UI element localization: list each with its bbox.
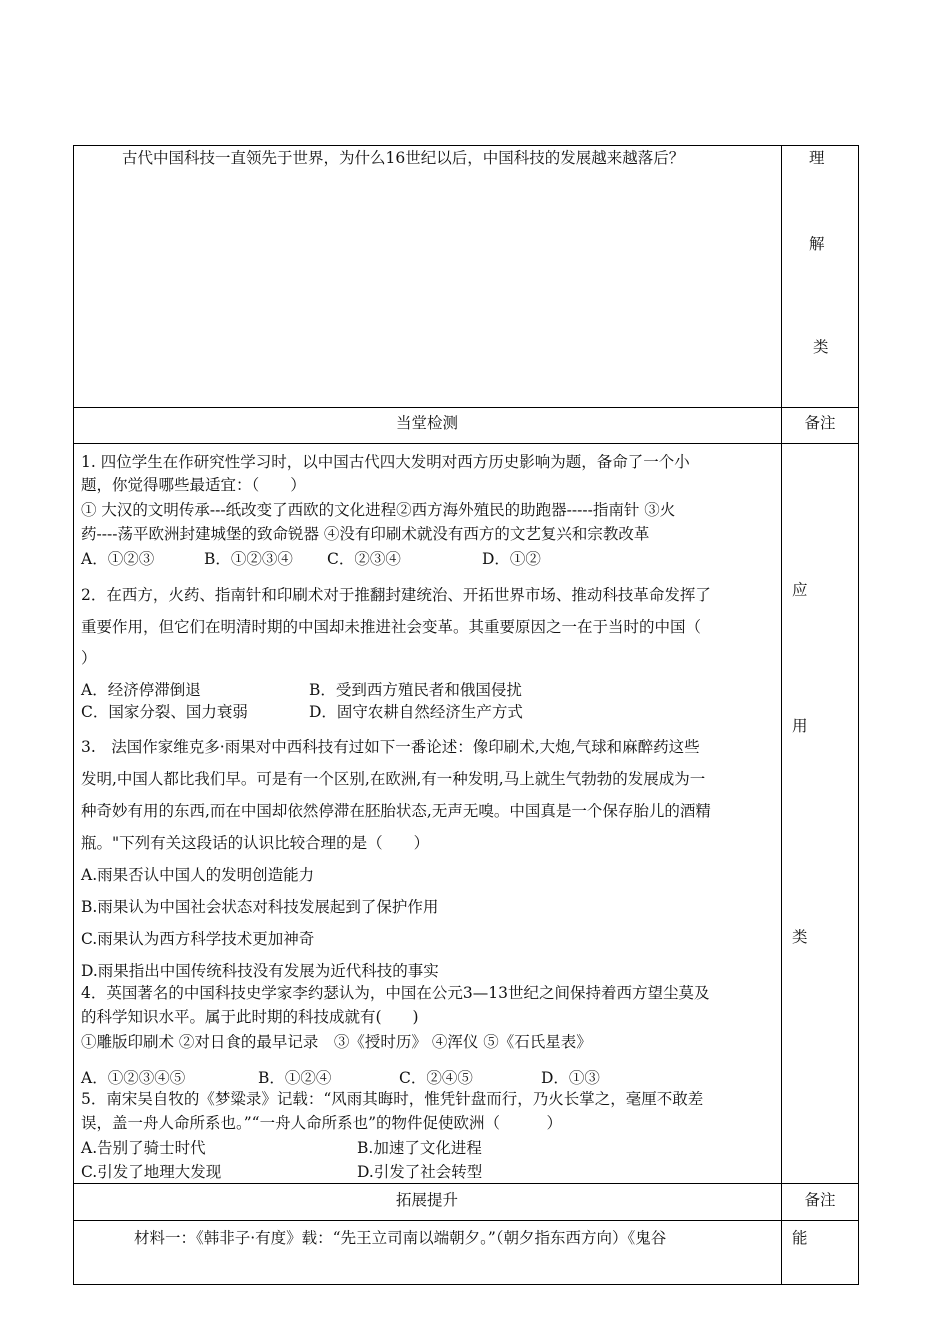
q3-option-c: C.雨果认为西方科学技术更加神奇 <box>81 930 315 948</box>
q4-option-d: D．①③ <box>541 1069 600 1087</box>
row-divider <box>73 407 859 408</box>
q2-option-b: B．受到西方殖民者和俄国侵扰 <box>309 681 522 699</box>
side-label-lei: 类 <box>813 338 829 356</box>
q4-line2: 的科学知识水平。属于此时期的科技成就有( ) <box>81 1008 419 1026</box>
q4-line1: 4．英国著名的中国科技史学家李约瑟认为，中国在公元3—13世纪之间保持着西方望尘莫及 <box>81 984 710 1002</box>
q1-line3: ① 大汉的文明传承---纸改变了西欧的文化进程②西方海外殖民的助跑器-----指南针 ③火 <box>81 501 676 519</box>
q1-option-b: B．①②③④ <box>204 550 293 568</box>
note-header-check: 备注 <box>804 414 836 432</box>
q3-line3: 种奇妙有用的东西,而在中国却依然停滞在胚胎状态,无声无嗅。中国真是一个保存胎儿的酒精 <box>81 802 711 820</box>
side-label-ying: 应 <box>792 581 808 599</box>
q3-option-a: A.雨果否认中国人的发明创造能力 <box>81 866 315 884</box>
section-title-extend: 拓展提升 <box>395 1191 458 1209</box>
q4-option-b: B．①②④ <box>258 1069 332 1087</box>
q5-option-d: D.引发了社会转型 <box>357 1163 483 1181</box>
note-header-extend: 备注 <box>804 1191 836 1209</box>
side-label-li: 理 <box>809 149 825 167</box>
material-one-text: 材料一：《韩非子·有度》载：“先王立司南以端朝夕。”（朝夕指东西方向）《鬼谷 <box>134 1229 667 1247</box>
q2-option-c: C．国家分裂、国力衰弱 <box>81 703 248 721</box>
q5-option-b: B.加速了文化进程 <box>357 1139 482 1157</box>
side-label-jie: 解 <box>809 235 825 253</box>
q2-line1: 2．在西方，火药、指南针和印刷术对于推翻封建统治、开拓世界市场、推动科技革命发挥了 <box>81 586 711 604</box>
q3-line1: 3. 法国作家维克多·雨果对中西科技有过如下一番论述：像印刷术,大炮,气球和麻醉药这些 <box>81 738 700 756</box>
side-label-lei: 类 <box>792 928 808 946</box>
q1-line2: 题，你觉得哪些最适宜：（ ） <box>81 476 306 494</box>
q2-option-d: D．固守农耕自然经济生产方式 <box>309 703 523 721</box>
row-divider <box>73 443 859 444</box>
side-label-yong: 用 <box>792 717 808 735</box>
q1-line4: 药----荡平欧洲封建城堡的致命锐器 ④没有印刷术就没有西方的文艺复兴和宗教改革 <box>81 525 650 543</box>
q5-option-a: A.告别了骑士时代 <box>81 1139 206 1157</box>
q5-line1: 5．南宋吴自牧的《梦粱录》记载：“风雨其晦时，惟凭针盘而行，乃火长掌之，毫厘不敢差 <box>81 1090 704 1108</box>
row-divider <box>73 1183 859 1184</box>
q4-option-a: A．①②③④⑤ <box>81 1069 186 1087</box>
section-title-check: 当堂检测 <box>395 414 458 432</box>
q3-option-b: B.雨果认为中国社会状态对科技发展起到了保护作用 <box>81 898 439 916</box>
thinking-question: 古代中国科技一直领先于世界，为什么16世纪以后，中国科技的发展越来越落后？ <box>122 149 685 167</box>
q3-line4: 瓶。"下列有关这段话的认识比较合理的是（ ） <box>81 834 430 852</box>
column-divider <box>781 145 782 1285</box>
q3-line2: 发明,中国人都比我们早。可是有一个区别,在欧洲,有一种发明,马上就生气勃勃的发展成为一 <box>81 770 706 788</box>
q3-option-d: D.雨果指出中国传统科技没有发展为近代科技的事实 <box>81 962 439 980</box>
q4-line3: ①雕版印刷术 ②对日食的最早记录 ③《授时历》 ④浑仪 ⑤《石氏星表》 <box>81 1033 592 1051</box>
row-divider <box>73 1220 859 1221</box>
q1-option-a: A．①②③ <box>81 550 155 568</box>
q4-option-c: C．②④⑤ <box>399 1069 473 1087</box>
q2-line3: ） <box>81 649 97 667</box>
q2-option-a: A．经济停滞倒退 <box>81 681 201 699</box>
q5-line2: 误，盖一舟人命所系也。”“一舟人命所系也”的物件促使欧洲（ ） <box>81 1114 563 1132</box>
q1-line1: 1. 四位学生在作研究性学习时，以中国古代四大发明对西方历史影响为题，备命了一个小 <box>81 453 690 471</box>
q2-line2: 重要作用，但它们在明清时期的中国却未推进社会变革。其重要原因之一在于当时的中国（ <box>81 618 702 636</box>
side-label-neng: 能 <box>792 1229 808 1247</box>
q5-option-c: C.引发了地理大发现 <box>81 1163 222 1181</box>
q1-option-c: C．②③④ <box>327 550 401 568</box>
q1-option-d: D．①② <box>482 550 541 568</box>
